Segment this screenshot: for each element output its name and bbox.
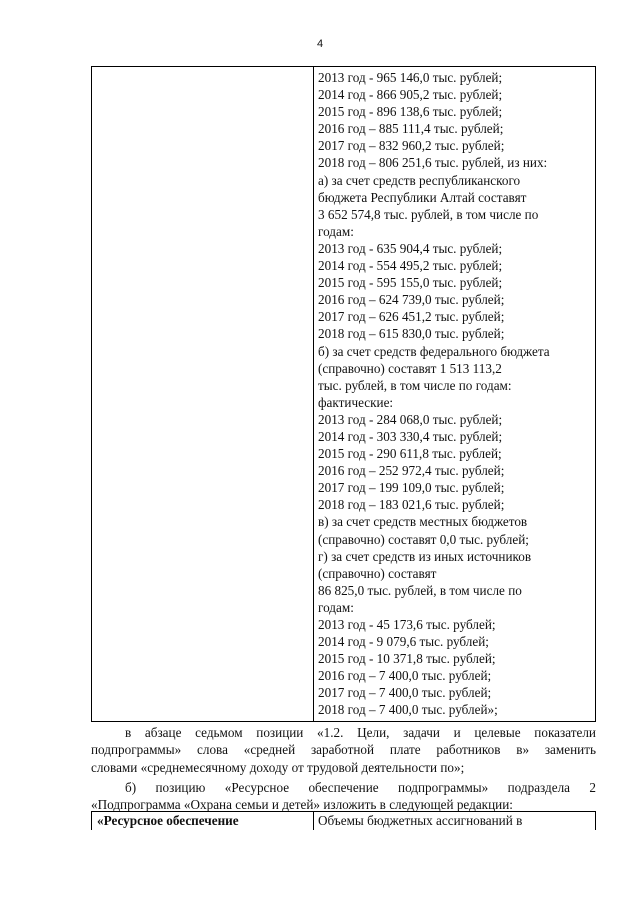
funding-line: 2014 год - 9 079,6 тыс. рублей; <box>318 634 489 650</box>
funding-line: фактические: <box>318 394 394 410</box>
funding-line: годам: <box>318 599 354 615</box>
resource-table-new <box>91 811 596 830</box>
funding-line: (справочно) составят <box>318 565 437 581</box>
paragraph-amendment-1 <box>91 724 596 776</box>
funding-line: бюджета Республики Алтай составят <box>318 189 527 205</box>
funding-line: 2016 год – 885 111,4 тыс. рублей; <box>318 121 504 137</box>
funding-line: 2017 год – 7 400,0 тыс. рублей; <box>318 685 492 701</box>
paragraph-line: б) позицию «Ресурсное обеспечение подпрограммы» подраздела 2 <box>125 780 596 795</box>
column-divider <box>313 812 314 830</box>
paragraph-line: «Подпрограмма «Охрана семьи и детей» изложить в следующей редакции: <box>91 797 513 813</box>
funding-line: в) за счет средств местных бюджетов <box>318 514 528 530</box>
funding-line: 2014 год - 554 495,2 тыс. рублей; <box>318 258 503 274</box>
funding-line: тыс. рублей, в том числе по годам: <box>318 377 512 393</box>
funding-line: годам: <box>318 223 354 239</box>
funding-cell <box>318 69 594 719</box>
paragraph-amendment-2 <box>91 779 596 814</box>
funding-line: 86 825,0 тыс. рублей, в том числе по <box>318 582 522 598</box>
page-number: 4 <box>316 38 324 50</box>
funding-line: 2014 год - 303 330,4 тыс. рублей; <box>318 428 503 444</box>
column-divider <box>313 67 314 721</box>
funding-line: 2016 год – 252 972,4 тыс. рублей; <box>318 463 505 479</box>
funding-line: 2014 год - 866 905,2 тыс. рублей; <box>318 87 503 103</box>
funding-line: 2015 год - 10 371,8 тыс. рублей; <box>318 651 496 667</box>
resource-table <box>91 66 596 722</box>
funding-line: 2015 год - 896 138,6 тыс. рублей; <box>318 104 503 120</box>
paragraph-line: в абзаце седьмом позиции «1.2. Цели, задачи и целевые показатели <box>125 725 596 740</box>
funding-line: 2013 год - 965 146,0 тыс. рублей; <box>318 70 503 85</box>
funding-line: 2015 год - 290 611,8 тыс. рублей; <box>318 446 502 462</box>
paragraph-line: подпрограммы» слова «средней заработной плате работников в» заменить <box>91 742 596 758</box>
funding-line: (справочно) составят 1 513 113,2 <box>318 360 502 376</box>
funding-line: 2013 год - 284 068,0 тыс. рублей; <box>318 411 503 427</box>
funding-line: 2013 год - 45 173,6 тыс. рублей; <box>318 617 496 632</box>
funding-line: 2015 год - 595 155,0 тыс. рублей; <box>318 275 503 291</box>
funding-line: 2013 год - 635 904,4 тыс. рублей; <box>318 240 503 256</box>
funding-line: 2018 год – 183 021,6 тыс. рублей; <box>318 497 505 513</box>
funding-line: 2016 год – 624 739,0 тыс. рублей; <box>318 292 505 308</box>
funding-line: г) за счет средств из иных источников <box>318 548 532 564</box>
funding-line: 2018 год – 7 400,0 тыс. рублей»; <box>318 702 498 718</box>
funding-line: 2017 год – 626 451,2 тыс. рублей; <box>318 309 505 325</box>
funding-line: 2017 год – 199 109,0 тыс. рублей; <box>318 480 505 496</box>
paragraph-line: словами «среднемесячному доходу от трудовой деятельности по»; <box>91 759 465 775</box>
funding-line: 2016 год – 7 400,0 тыс. рублей; <box>318 668 492 684</box>
funding-line: (справочно) составят 0,0 тыс. рублей; <box>318 531 529 547</box>
table-header-left: «Ресурсное обеспечение <box>97 813 239 828</box>
funding-line: 3 652 574,8 тыс. рублей, в том числе по <box>318 206 539 222</box>
funding-line: 2018 год – 615 830,0 тыс. рублей; <box>318 326 505 342</box>
funding-line: 2018 год – 806 251,6 тыс. рублей, из них: <box>318 155 548 171</box>
table-header-right: Объемы бюджетных ассигнований в <box>318 813 523 828</box>
funding-line: а) за счет средств республиканского <box>318 172 521 188</box>
funding-line: 2017 год – 832 960,2 тыс. рублей; <box>318 138 505 154</box>
funding-line: б) за счет средств федерального бюджета <box>318 343 550 359</box>
